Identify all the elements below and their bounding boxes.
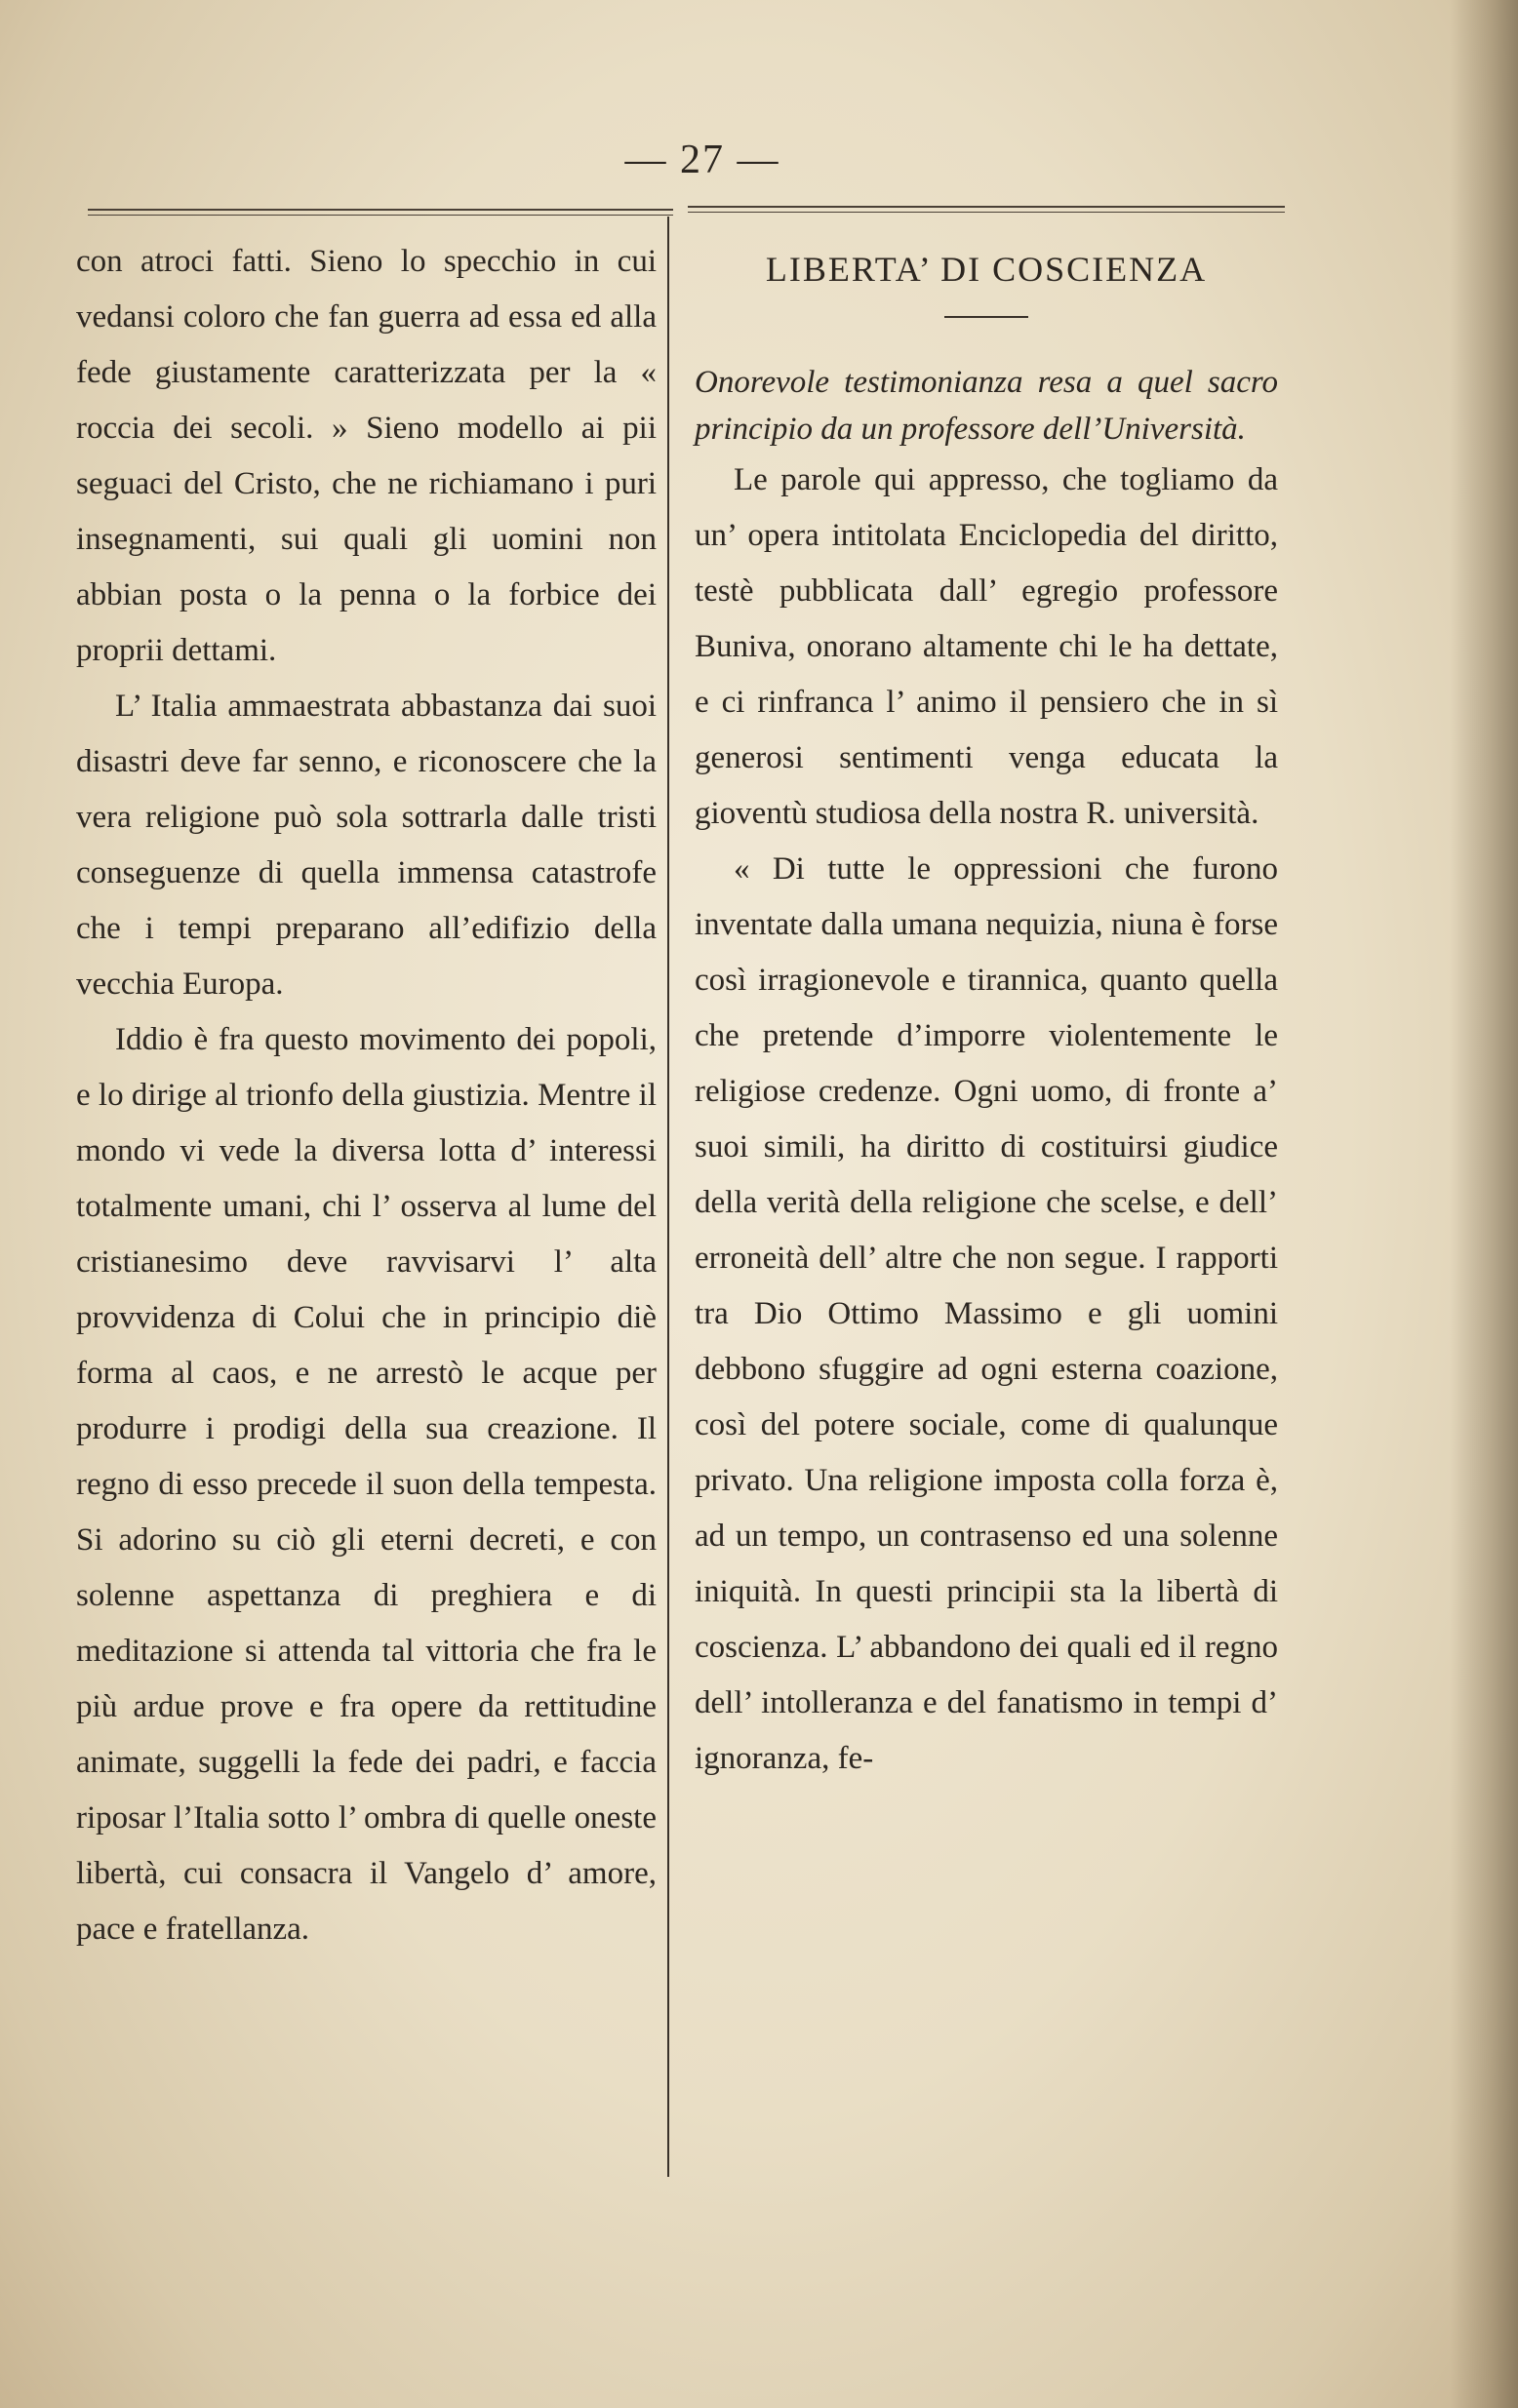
right-column [695, 234, 1278, 1787]
header-rule-right [688, 206, 1285, 208]
article-title: LIBERTA’ DI COSCIENZA [765, 250, 1208, 289]
right-paragraph-1: Le parole qui appresso, che togliamo da un’ opera intitolata Enciclopedia del diritto, testè pubblicata dall’ egregio professore Buniva, onorano altamente chi le ha dettate, e ci rinfranca l’ animo il pensiero che in sì generosi sentimenti venga educata la gioventù studiosa della nostra R. università. [695, 462, 1278, 831]
left-paragraph-2: L’ Italia ammaestrata abbastanza dai suoi disastri deve far senno, e riconoscere che la vera religione può sola sottrarla dalle tristi conseguenze di quella immensa catastrofe che i tempi preparano all’edifizio della vecchia Europa. [76, 689, 657, 1002]
right-paragraph-2: « Di tutte le oppressioni che furono inventate dalla umana nequizia, niuna è forse così irragionevole e tirannica, quanto quella che pretende d’imporre violentemente le religiose credenze. Ogni uomo, di fronte a’ suoi simili, ha diritto di costituirsi giudice della verità della religione che scelse, e dell’ erroneità dell’ altre che non segue. I rapporti tra Dio Ottimo Massimo e gli uomini debbono sfuggire ad ogni esterna coazione, così del potere sociale, come di qualunque privato. Una religione imposta colla forza è, ad un tempo, un contrasenso ed una solenne iniquità. In questi principii sta la libertà di coscienza. L’ abbandono dei quali ed il regno dell’ intolleranza e del fanatismo in tempi d’ ignoranza, fe- [695, 851, 1278, 1776]
left-column [76, 234, 657, 1957]
header-rule-left [88, 209, 673, 211]
header-rule-right-thin [688, 212, 1285, 213]
title-rule [944, 316, 1028, 318]
header-rule-left-thin [88, 215, 673, 216]
left-paragraph-3: Iddio è fra questo movimento dei popoli, e lo dirige al trionfo della giustizia. Mentre il mondo vi vede la diversa lotta d’ interessi totalmente umani, chi l’ osserva al lume del cristianesimo deve ravvisarvi l’ alta provvidenza di Colui che in principio diè forma al caos, e ne arrestò le acque per produrre i prodigi della sua creazione. Il regno di esso precede il suon della tempesta. Si adorino su ciò gli eterni decreti, e con solenne aspettanza di preghiera e di meditazione si attenda tal vittoria che fra le più ardue prove e fra opere da rettitudine animate, suggelli la fede dei padri, e faccia riposar l’Italia sotto l’ ombra di quelle oneste libertà, cui consacra il Vangelo d’ amore, pace e fratellanza. [76, 1022, 657, 1947]
column-divider [667, 217, 669, 2177]
page-number: — 27 — [624, 138, 780, 182]
article-subtitle: Onorevole testimonianza resa a quel sacro principio da un professore dell’Università. [695, 365, 1278, 447]
page-edge-shadow [1450, 0, 1518, 2408]
left-paragraph-1: con atroci fatti. Sieno lo specchio in cui vedansi coloro che fan guerra ad essa ed alla fede giustamente caratterizzata per la « roccia dei secoli. » Sieno modello ai pii seguaci del Cristo, che ne richiamano i puri insegnamenti, sui quali gli uomini non abbian posta o la penna o la forbice dei proprii dettami. [76, 244, 657, 668]
